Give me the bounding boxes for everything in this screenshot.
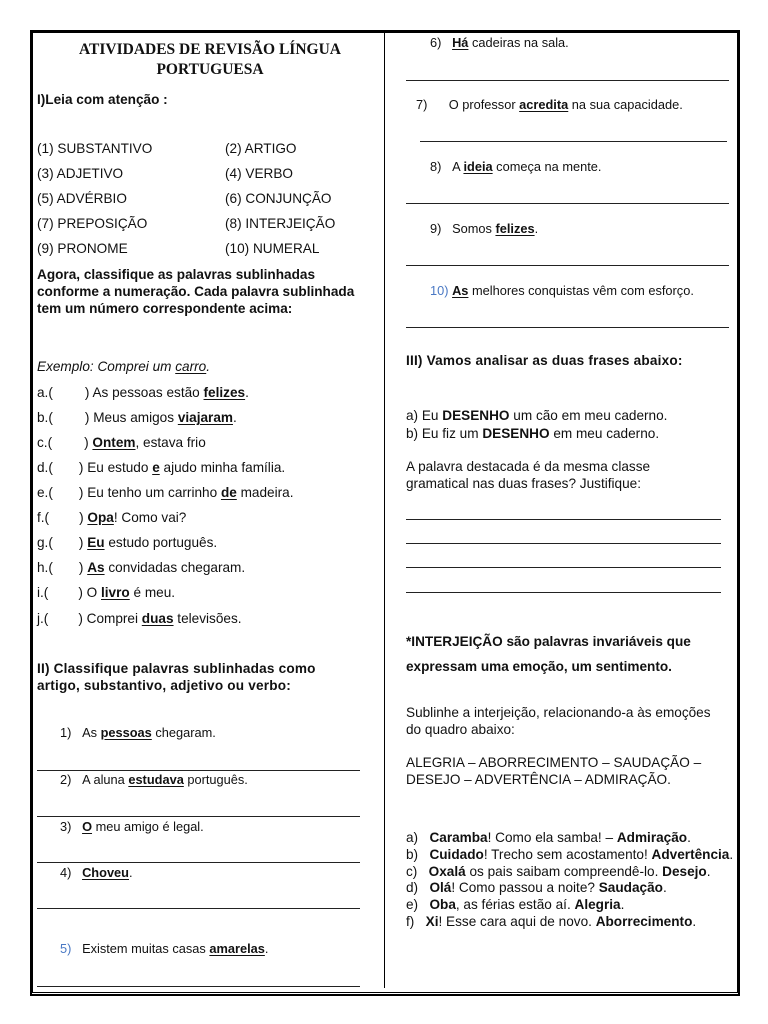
- list-item: [37, 460, 285, 475]
- underlined-word: As: [87, 560, 105, 575]
- item-number: 7): [416, 97, 428, 112]
- item-label: f): [406, 913, 415, 929]
- answer-line[interactable]: [37, 986, 360, 987]
- item-label: g.(: [37, 535, 53, 550]
- item-text: Existem muitas casas: [82, 941, 210, 956]
- item-text: ! Esse cara aqui de novo.: [438, 913, 596, 929]
- item-text: convidadas chegaram.: [104, 560, 246, 575]
- item-text: .: [245, 385, 249, 400]
- underlined-word: pessoas: [100, 725, 152, 740]
- item-text: português.: [183, 772, 248, 787]
- item-text: O: [86, 585, 101, 600]
- column-divider: [384, 33, 385, 988]
- item-close: ): [84, 410, 90, 425]
- list-item: [406, 830, 736, 847]
- underlined-word: As: [452, 283, 469, 298]
- underlined-word: viajaram: [177, 410, 233, 425]
- sentence-text: a) Eu: [406, 408, 443, 423]
- emotion-answer: Aborrecimento: [595, 913, 693, 929]
- underlined-word: estudava: [128, 772, 184, 787]
- item-close: ): [78, 560, 84, 575]
- underlined-word: Opa: [87, 510, 114, 525]
- item-label: f.(: [37, 510, 50, 525]
- item-text: A aluna: [82, 772, 129, 787]
- item-text: .: [129, 865, 133, 880]
- part1-heading: I)Leia com atenção :: [37, 92, 168, 107]
- answer-line[interactable]: [406, 327, 729, 328]
- item-text: na sua capacidade.: [568, 97, 683, 112]
- item-text: os pais saibam compreendê-lo.: [465, 863, 663, 879]
- item-text: As: [82, 725, 101, 740]
- item-text: ajudo minha família.: [159, 460, 286, 475]
- item-text: .: [620, 897, 625, 913]
- interjection-word: Oxalá: [428, 863, 466, 879]
- item-text: ! Como passou a noite?: [451, 880, 599, 896]
- example-suffix: .: [206, 359, 211, 374]
- item-text: Somos: [452, 221, 496, 236]
- list-item: [406, 847, 736, 864]
- class-item: (7) PREPOSIÇÃO: [37, 216, 148, 231]
- sentence-a: [406, 408, 667, 423]
- class-item: (4) VERBO: [225, 166, 293, 181]
- underlined-word: duas: [141, 611, 174, 626]
- item-text: .: [687, 830, 691, 845]
- highlighted-word: DESENHO: [442, 408, 510, 423]
- item-label: j.(: [37, 611, 49, 626]
- item-text: Comprei: [86, 611, 142, 626]
- item-text: começa na mente.: [492, 159, 602, 174]
- item-text: chegaram.: [151, 725, 216, 740]
- class-item: (10) NUMERAL: [225, 241, 320, 256]
- list-item: [60, 865, 133, 880]
- class-item: (8) INTERJEIÇÃO: [225, 216, 336, 231]
- item-label: b): [406, 846, 419, 862]
- list-item: [37, 611, 242, 626]
- interjection-word: Olá: [429, 880, 452, 896]
- example-sentence: [37, 359, 210, 374]
- list-item: [37, 485, 293, 500]
- list-item: [37, 435, 206, 450]
- interjection-word: Oba: [429, 897, 456, 913]
- list-item: [416, 97, 683, 112]
- underlined-word: acredita: [519, 97, 569, 112]
- answer-line[interactable]: [406, 80, 729, 81]
- item-text: .: [534, 221, 539, 236]
- item-close: ): [78, 460, 84, 475]
- item-label: c): [406, 863, 418, 879]
- list-item: [430, 35, 569, 50]
- item-label: c.(: [37, 435, 53, 450]
- item-text: .: [662, 880, 667, 896]
- item-number: 1): [60, 725, 72, 740]
- underlined-word: felizes: [203, 385, 246, 400]
- item-text: televisões.: [173, 611, 242, 626]
- interjection-note: *INTERJEIÇÃO são palavras invariáveis que expressam uma emoção, um sentimento.: [406, 634, 691, 674]
- item-text: cadeiras na sala.: [468, 35, 569, 50]
- answer-line[interactable]: [406, 519, 721, 520]
- item-text: é meu.: [129, 585, 176, 600]
- class-item: (9) PRONOME: [37, 241, 128, 256]
- list-item: [37, 410, 237, 425]
- answer-line[interactable]: [406, 203, 729, 204]
- class-item: (5) ADVÉRBIO: [37, 191, 127, 206]
- answer-line[interactable]: [37, 908, 360, 909]
- item-text: ! Como ela samba! –: [487, 830, 617, 845]
- item-close: ): [78, 535, 84, 550]
- answer-line[interactable]: [37, 862, 360, 863]
- list-item: [406, 880, 736, 897]
- interjection-word: Xi: [425, 913, 439, 929]
- item-label: d.(: [37, 460, 53, 475]
- item-close: ): [78, 485, 84, 500]
- list-item: [37, 510, 186, 525]
- item-number: 6): [430, 35, 442, 50]
- answer-line[interactable]: [406, 543, 721, 544]
- sentence-text: um cão em meu caderno.: [509, 408, 668, 423]
- answer-line[interactable]: [37, 816, 360, 817]
- item-text: melhores conquistas vêm com esforço.: [468, 283, 694, 298]
- sentence-text: em meu caderno.: [549, 426, 660, 441]
- item-text: .: [706, 863, 711, 879]
- item-close: ): [79, 510, 84, 525]
- underlined-word: e: [152, 460, 160, 475]
- answer-line[interactable]: [37, 770, 360, 771]
- answer-line[interactable]: [420, 141, 727, 142]
- item-label: e): [406, 897, 419, 913]
- interjection-word: Caramba: [429, 830, 488, 845]
- part3-question: A palavra destacada é da mesma classe gramatical nas duas frases? Justifique:: [406, 459, 651, 491]
- list-item: [60, 772, 248, 787]
- answer-line[interactable]: [406, 265, 729, 266]
- item-text: madeira.: [236, 485, 294, 500]
- underlined-word: ideia: [463, 159, 493, 174]
- class-item: (1) SUBSTANTIVO: [37, 141, 153, 156]
- list-item: [406, 864, 736, 881]
- item-text: .: [692, 913, 697, 929]
- item-number: 5): [60, 941, 72, 956]
- part1-instruction: Agora, classifique as palavras sublinhadas conforme a numeração. Cada palavra sublinhada tem um número correspondente acima:: [37, 267, 355, 316]
- part3-heading: III) Vamos analisar as duas frases abaixo:: [406, 353, 683, 368]
- emotion-answer: Saudação: [598, 880, 663, 896]
- underlined-word: amarelas: [209, 941, 265, 956]
- interjection-word: Cuidado: [429, 846, 484, 862]
- highlighted-word: DESENHO: [482, 426, 550, 441]
- class-item: (6) CONJUNÇÃO: [225, 191, 332, 206]
- underlined-word: Choveu: [82, 865, 129, 880]
- list-item: [60, 725, 216, 740]
- emotions-list: ALEGRIA – ABORRECIMENTO – SAUDAÇÃO – DESEJO – ADVERTÊNCIA – ADMIRAÇÃO.: [406, 755, 702, 787]
- list-item: [406, 914, 736, 931]
- list-item: [430, 159, 601, 174]
- sentence-b: [406, 426, 659, 441]
- item-close: ): [78, 585, 83, 600]
- list-item: [37, 535, 217, 550]
- underlined-word: Há: [452, 35, 469, 50]
- item-number: 3): [60, 819, 72, 834]
- underlined-word: O: [82, 819, 93, 834]
- item-text: ! Como vai?: [113, 510, 187, 525]
- example-prefix: Exemplo: Comprei um: [37, 359, 176, 374]
- item-label: d): [406, 880, 419, 896]
- underlined-word: Eu: [87, 535, 105, 550]
- item-number: 9): [430, 221, 442, 236]
- list-item: [37, 560, 245, 575]
- item-number: 2): [60, 772, 72, 787]
- item-text: A: [452, 159, 464, 174]
- item-text: Eu tenho um carrinho: [87, 485, 221, 500]
- answer-line[interactable]: [406, 567, 721, 568]
- example-word: carro: [175, 359, 207, 374]
- item-text: As pessoas estão: [92, 385, 204, 400]
- class-item: (2) ARTIGO: [225, 141, 297, 156]
- item-text: meu amigo é legal.: [92, 819, 204, 834]
- item-text: .: [729, 846, 734, 862]
- underlined-word: felizes: [495, 221, 535, 236]
- item-label: a): [406, 830, 419, 845]
- item-close: ): [84, 435, 89, 450]
- item-number: 4): [60, 865, 72, 880]
- list-item: [60, 941, 268, 956]
- sentence-text: b) Eu fiz um: [406, 426, 483, 441]
- item-label: h.(: [37, 560, 53, 575]
- item-text: estudo português.: [104, 535, 218, 550]
- item-close: ): [84, 385, 90, 400]
- answer-line[interactable]: [406, 592, 721, 593]
- item-number: 8): [430, 159, 442, 174]
- item-text: O professor: [448, 97, 520, 112]
- item-number: 10): [430, 283, 449, 298]
- interjection-items: [406, 830, 736, 931]
- item-label: b.(: [37, 410, 53, 425]
- underlined-word: de: [220, 485, 237, 500]
- item-text: , as férias estão aí.: [455, 897, 575, 913]
- item-close: ): [78, 611, 83, 626]
- worksheet-title: ATIVIDADES DE REVISÃO LÍNGUA PORTUGUESA: [79, 41, 341, 78]
- item-label: e.(: [37, 485, 53, 500]
- list-item: [430, 283, 694, 298]
- emotion-answer: Desejo: [662, 863, 707, 879]
- item-label: i.(: [37, 585, 49, 600]
- list-item: [60, 819, 204, 834]
- item-text: ! Trecho sem acostamento!: [483, 846, 652, 862]
- list-item: [37, 585, 175, 600]
- class-item: (3) ADJETIVO: [37, 166, 124, 181]
- part2-heading: II) Classifique palavras sublinhadas como artigo, substantivo, adjetivo ou verbo:: [37, 661, 316, 693]
- list-item: [430, 221, 538, 236]
- item-text: Eu estudo: [87, 460, 153, 475]
- emotion-answer: Alegria: [574, 897, 621, 913]
- item-label: a.(: [37, 385, 53, 400]
- list-item: [406, 897, 736, 914]
- interjection-instruction: Sublinhe a interjeição, relacionando-a às emoções do quadro abaixo:: [406, 705, 711, 737]
- item-text: Meus amigos: [93, 410, 178, 425]
- emotion-answer: Advertência: [651, 846, 730, 862]
- list-item: [37, 385, 249, 400]
- underlined-word: livro: [101, 585, 130, 600]
- emotion-answer: Admiração: [616, 830, 688, 845]
- item-text: .: [232, 410, 237, 425]
- underlined-word: Ontem: [92, 435, 136, 450]
- item-text: .: [264, 941, 269, 956]
- item-text: , estava frio: [135, 435, 206, 450]
